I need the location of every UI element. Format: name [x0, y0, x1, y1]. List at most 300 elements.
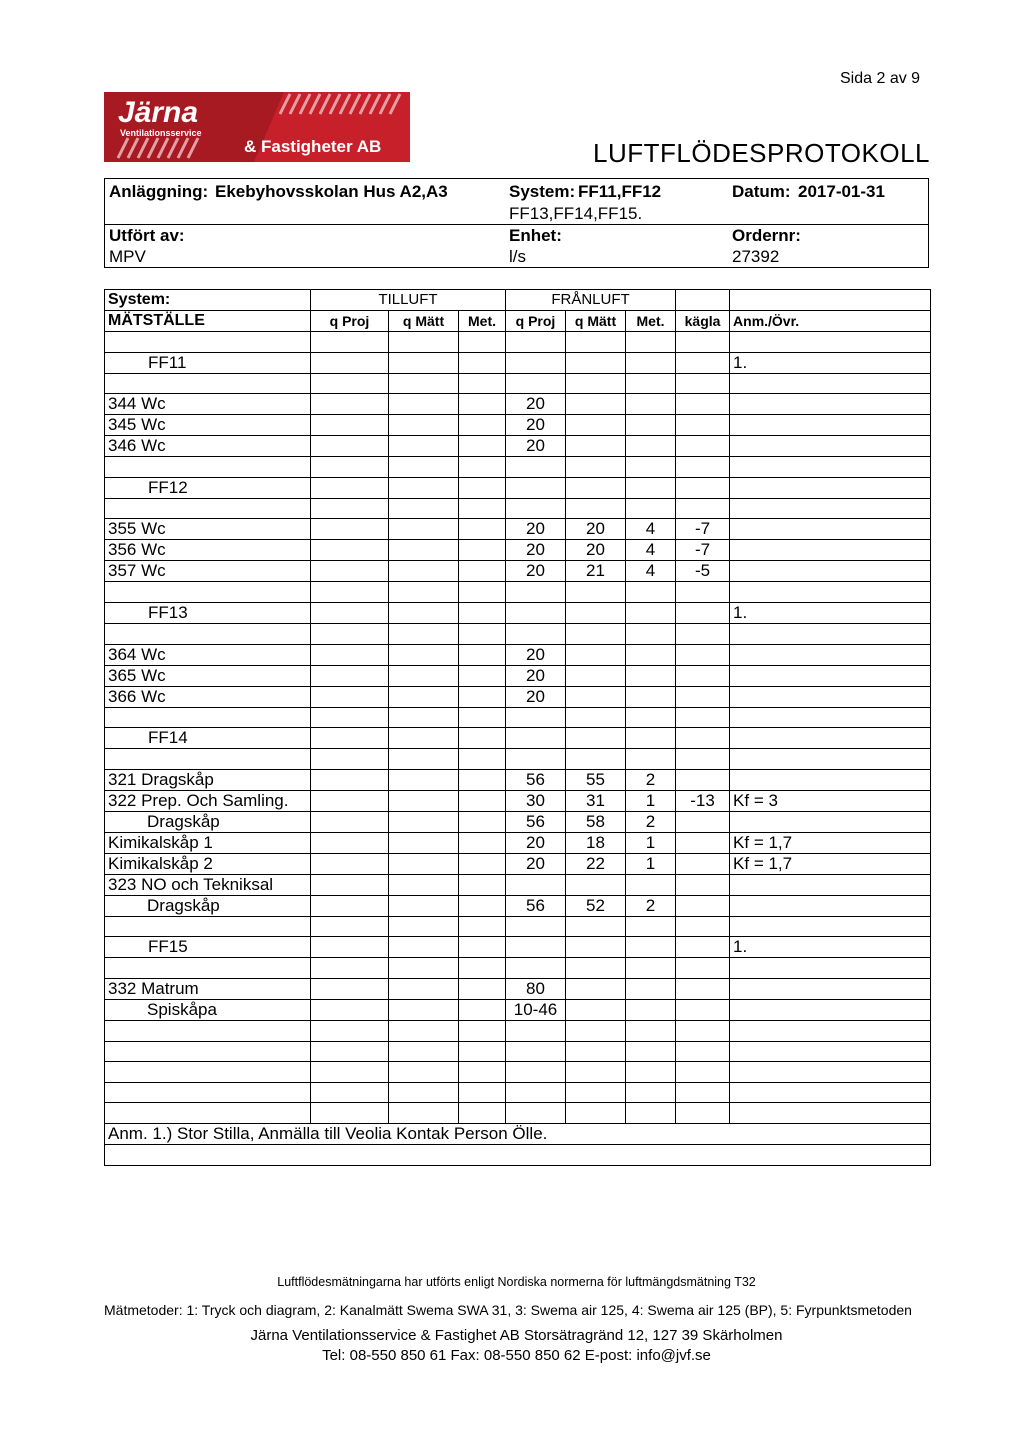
- table-row: [105, 999, 931, 1020]
- table-cell: [626, 665, 676, 686]
- tilluft-header: TILLUFT: [311, 290, 506, 311]
- table-row: [105, 602, 931, 623]
- table-cell: [730, 978, 931, 999]
- table-cell: [566, 978, 626, 999]
- table-cell: [730, 707, 931, 728]
- table-cell: 2: [626, 769, 676, 790]
- table-cell: [311, 1103, 389, 1124]
- table-cell: [626, 623, 676, 644]
- table-group-header-row: [105, 290, 931, 311]
- table-cell: [311, 916, 389, 937]
- datum-value: 2017-01-31: [798, 182, 885, 201]
- table-row: [105, 352, 931, 373]
- table-cell: [676, 436, 730, 457]
- table-cell: [566, 1020, 626, 1041]
- table-cell: [566, 874, 626, 895]
- table-cell: 20: [506, 665, 566, 686]
- measuring-point-cell: [105, 1062, 311, 1083]
- table-row: [105, 457, 931, 478]
- table-cell: [459, 352, 506, 373]
- column-header: q Mätt: [566, 311, 626, 332]
- table-cell: [459, 916, 506, 937]
- table-cell: [566, 457, 626, 478]
- table-row: [105, 1062, 931, 1083]
- enhet-value: l/s: [509, 247, 526, 266]
- table-cell: [566, 916, 626, 937]
- table-cell: [730, 1041, 931, 1062]
- table-cell: [389, 519, 459, 540]
- table-cell: [730, 582, 931, 603]
- table-cell: [389, 749, 459, 770]
- table-cell: [389, 769, 459, 790]
- measuring-point-cell: 357 Wc: [105, 561, 311, 582]
- table-cell: [676, 1082, 730, 1103]
- table-cell: [311, 415, 389, 436]
- table-cell: [506, 1062, 566, 1083]
- table-cell: 1: [626, 790, 676, 811]
- table-cell: [506, 498, 566, 519]
- measuring-point-cell: [105, 1082, 311, 1103]
- table-cell: [676, 498, 730, 519]
- table-cell: [506, 582, 566, 603]
- measuring-point-cell: FF13: [105, 602, 311, 623]
- table-cell: [676, 999, 730, 1020]
- table-cell: [566, 436, 626, 457]
- table-cell: [389, 498, 459, 519]
- table-cell: [626, 602, 676, 623]
- table-row: [105, 937, 931, 958]
- table-cell: [459, 811, 506, 832]
- table-row: [105, 686, 931, 707]
- table-cell: [676, 477, 730, 498]
- table-cell: [566, 582, 626, 603]
- measuring-point-cell: FF14: [105, 728, 311, 749]
- table-cell: Kf = 3: [730, 790, 931, 811]
- table-cell: [506, 623, 566, 644]
- ordernr-value: 27392: [732, 247, 780, 266]
- table-cell: [730, 769, 931, 790]
- table-cell: [389, 415, 459, 436]
- table-cell: [389, 1103, 459, 1124]
- table-cell: [626, 1103, 676, 1124]
- table-cell: 2: [626, 895, 676, 916]
- measuring-point-cell: 322 Prep. Och Samling.: [105, 790, 311, 811]
- table-cell: [676, 811, 730, 832]
- table-cell: [311, 686, 389, 707]
- table-row: [105, 436, 931, 457]
- measuring-point-cell: FF12: [105, 477, 311, 498]
- table-cell: [506, 457, 566, 478]
- table-cell: [676, 415, 730, 436]
- table-cell: [389, 665, 459, 686]
- table-row: [105, 644, 931, 665]
- table-row: [105, 561, 931, 582]
- anlaggning-value: Ekebyhovsskolan Hus A2,A3: [215, 182, 448, 201]
- table-row: [105, 582, 931, 603]
- table-cell: [730, 540, 931, 561]
- table-cell: [459, 832, 506, 853]
- table-cell: [676, 457, 730, 478]
- measuring-point-cell: [105, 332, 311, 353]
- company-logo: [104, 92, 410, 162]
- table-cell: 1: [626, 853, 676, 874]
- table-cell: [459, 1062, 506, 1083]
- table-cell: [311, 978, 389, 999]
- table-row: [105, 832, 931, 853]
- column-header: kägla: [676, 311, 730, 332]
- table-cell: 1.: [730, 937, 931, 958]
- table-cell: [459, 769, 506, 790]
- table-cell: [506, 1020, 566, 1041]
- measuring-point-cell: 365 Wc: [105, 665, 311, 686]
- table-cell: 56: [506, 895, 566, 916]
- header-divider: [105, 224, 928, 225]
- table-cell: [730, 1082, 931, 1103]
- measuring-point-cell: 364 Wc: [105, 644, 311, 665]
- table-cell: [389, 811, 459, 832]
- logo-graphic: [104, 92, 410, 162]
- table-row: [105, 1020, 931, 1041]
- utfort-value: MPV: [109, 247, 146, 266]
- table-cell: [730, 498, 931, 519]
- footer-address: Järna Ventilationsservice & Fastighet AB Storsätragränd 12, 127 39 Skärholmen: [250, 1327, 783, 1344]
- table-cell: [459, 686, 506, 707]
- table-cell: [459, 394, 506, 415]
- measuring-point-cell: Kimikalskåp 1: [105, 832, 311, 853]
- table-cell: [311, 644, 389, 665]
- table-cell: 20: [506, 540, 566, 561]
- table-cell: [389, 561, 459, 582]
- table-cell: [389, 937, 459, 958]
- table-cell: 1.: [730, 602, 931, 623]
- table-cell: [389, 352, 459, 373]
- measuring-point-cell: [105, 498, 311, 519]
- footer-standard-note: Luftflödesmätningarna har utförts enligt Nordiska normerna för luftmängdsmätning T32: [277, 1275, 756, 1289]
- table-cell: [730, 373, 931, 394]
- logo-name: Järna: [118, 96, 199, 129]
- table-cell: [506, 1041, 566, 1062]
- table-cell: [389, 874, 459, 895]
- table-cell: [459, 602, 506, 623]
- table-cell: [389, 832, 459, 853]
- franluft-header: FRÅNLUFT: [506, 290, 676, 311]
- table-cell: [566, 1103, 626, 1124]
- measuring-point-cell: 332 Matrum: [105, 978, 311, 999]
- anlaggning-label: Anläggning:: [109, 182, 209, 201]
- table-row: [105, 707, 931, 728]
- table-cell: [459, 749, 506, 770]
- table-cell: [626, 332, 676, 353]
- table-cell: [311, 1062, 389, 1083]
- table-cell: [676, 978, 730, 999]
- table-cell: [389, 1082, 459, 1103]
- column-header: q Proj: [506, 311, 566, 332]
- table-cell: 20: [506, 561, 566, 582]
- table-cell: [730, 895, 931, 916]
- table-cell: [626, 352, 676, 373]
- table-cell: [459, 707, 506, 728]
- table-cell: [459, 582, 506, 603]
- table-row: [105, 811, 931, 832]
- table-cell: [676, 937, 730, 958]
- table-cell: 2: [626, 811, 676, 832]
- table-row: [105, 749, 931, 770]
- table-row: [105, 1144, 931, 1165]
- table-cell: [676, 373, 730, 394]
- table-cell: [566, 602, 626, 623]
- table-cell: [676, 895, 730, 916]
- table-cell: [730, 665, 931, 686]
- table-cell: [459, 561, 506, 582]
- table-cell: [506, 373, 566, 394]
- table-cell: 56: [506, 811, 566, 832]
- table-cell: [389, 999, 459, 1020]
- column-header: Met.: [459, 311, 506, 332]
- measuring-point-cell: [105, 457, 311, 478]
- table-cell: [311, 811, 389, 832]
- measuring-point-cell: [105, 707, 311, 728]
- table-cell: 58: [566, 811, 626, 832]
- table-cell: [389, 1020, 459, 1041]
- table-cell: [676, 602, 730, 623]
- table-cell: -7: [676, 540, 730, 561]
- table-cell: [566, 728, 626, 749]
- table-cell: [311, 999, 389, 1020]
- table-row: [105, 665, 931, 686]
- table-cell: [566, 937, 626, 958]
- table-cell: 4: [626, 561, 676, 582]
- table-cell: 20: [506, 415, 566, 436]
- table-cell: [311, 602, 389, 623]
- measuring-point-cell: [105, 1041, 311, 1062]
- measuring-point-cell: 344 Wc: [105, 394, 311, 415]
- table-cell: [311, 498, 389, 519]
- system-value-1: FF11,FF12: [578, 182, 662, 201]
- table-cell: [389, 978, 459, 999]
- table-cell: [626, 1041, 676, 1062]
- table-cell: [459, 978, 506, 999]
- measuring-point-cell: FF11: [105, 352, 311, 373]
- table-cell: [389, 1041, 459, 1062]
- table-cell: [566, 623, 626, 644]
- table-cell: [566, 498, 626, 519]
- table-cell: [459, 874, 506, 895]
- table-cell: [506, 477, 566, 498]
- table-cell: 55: [566, 769, 626, 790]
- table-cell: -13: [676, 790, 730, 811]
- table-cell: [730, 958, 931, 979]
- table-row: [105, 373, 931, 394]
- table-cell: [389, 582, 459, 603]
- table-body: [105, 332, 931, 1124]
- measuring-point-cell: [105, 749, 311, 770]
- measuring-point-cell: Spiskåpa: [105, 999, 311, 1020]
- table-cell: [311, 937, 389, 958]
- table-cell: [389, 394, 459, 415]
- table-cell: [389, 853, 459, 874]
- column-header: Anm./Övr.: [730, 311, 931, 332]
- table-cell: [730, 999, 931, 1020]
- table-cell: [626, 457, 676, 478]
- table-cell: [566, 394, 626, 415]
- table-cell: [566, 665, 626, 686]
- table-cell: 20: [566, 519, 626, 540]
- datum-label: Datum:: [732, 182, 791, 201]
- table-cell: 20: [506, 436, 566, 457]
- table-cell: [626, 477, 676, 498]
- table-cell: [311, 749, 389, 770]
- table-cell: [676, 916, 730, 937]
- table-cell: [566, 958, 626, 979]
- table-cell: [676, 749, 730, 770]
- table-cell: [389, 436, 459, 457]
- table-cell: [389, 457, 459, 478]
- table-row: [105, 1041, 931, 1062]
- table-cell: [459, 373, 506, 394]
- table-cell: [506, 602, 566, 623]
- column-header: Met.: [626, 311, 676, 332]
- table-cell: [311, 457, 389, 478]
- table-cell: [730, 436, 931, 457]
- ordernr-label: Ordernr:: [732, 226, 801, 245]
- page-indicator: Sida 2 av 9: [840, 70, 921, 87]
- table-row: [105, 853, 931, 874]
- table-cell: [459, 623, 506, 644]
- table-cell: [626, 373, 676, 394]
- table-cell: [311, 895, 389, 916]
- utfort-label: Utfört av:: [109, 226, 185, 245]
- table-cell: [676, 832, 730, 853]
- table-row: [105, 874, 931, 895]
- footer-contact: Tel: 08-550 850 61 Fax: 08-550 850 62 E-post: info@jvf.se: [322, 1347, 711, 1364]
- measuring-point-cell: [105, 916, 311, 937]
- table-cell: [566, 749, 626, 770]
- table-cell: 20: [506, 853, 566, 874]
- table-row: [105, 1103, 931, 1124]
- table-cell: [389, 477, 459, 498]
- table-cell: [506, 958, 566, 979]
- table-row: [105, 790, 931, 811]
- table-row: [105, 978, 931, 999]
- table-cell: [459, 644, 506, 665]
- table-cell: [566, 1041, 626, 1062]
- table-cell: [626, 436, 676, 457]
- table-row: [105, 916, 931, 937]
- table-cell: [459, 540, 506, 561]
- table-cell: [676, 874, 730, 895]
- table-row: [105, 498, 931, 519]
- table-cell: [459, 665, 506, 686]
- table-cell: 1: [626, 832, 676, 853]
- table-cell: 22: [566, 853, 626, 874]
- table-cell: [626, 1062, 676, 1083]
- column-header: MÄTSTÄLLE: [105, 311, 311, 332]
- table-row: [105, 623, 931, 644]
- table-cell: 52: [566, 895, 626, 916]
- table-cell: [676, 665, 730, 686]
- table-cell: [566, 644, 626, 665]
- note-row: [105, 1123, 931, 1144]
- table-cell: [459, 790, 506, 811]
- table-cell: [626, 707, 676, 728]
- table-cell: [626, 916, 676, 937]
- table-cell: [389, 916, 459, 937]
- table-cell: [566, 332, 626, 353]
- table-cell: [730, 477, 931, 498]
- measuring-point-cell: 356 Wc: [105, 540, 311, 561]
- table-cell: [566, 707, 626, 728]
- table-cell: [459, 1041, 506, 1062]
- table-cell: [730, 394, 931, 415]
- logo-company: & Fastigheter AB: [244, 137, 382, 156]
- table-cell: [311, 352, 389, 373]
- system-label: System:: [509, 182, 576, 201]
- table-cell: [506, 352, 566, 373]
- table-cell: [311, 477, 389, 498]
- table-cell: [566, 686, 626, 707]
- table-cell: [311, 728, 389, 749]
- table-cell: [730, 686, 931, 707]
- table-cell: [506, 937, 566, 958]
- measuring-point-cell: 321 Dragskåp: [105, 769, 311, 790]
- measuring-point-cell: Kimikalskåp 2: [105, 853, 311, 874]
- protocol-header: [104, 178, 929, 268]
- logo-subtitle: Ventilationsservice: [120, 128, 202, 138]
- measuring-point-cell: Dragskåp: [105, 895, 311, 916]
- table-cell: [676, 1103, 730, 1124]
- table-row: [105, 415, 931, 436]
- table-row: [105, 332, 931, 353]
- system-value-2: FF13,FF14,FF15.: [509, 204, 643, 223]
- table-cell: [676, 352, 730, 373]
- table-cell: [311, 1020, 389, 1041]
- table-cell: [566, 352, 626, 373]
- table-cell: [730, 519, 931, 540]
- measuring-point-cell: 366 Wc: [105, 686, 311, 707]
- table-cell: [459, 457, 506, 478]
- table-cell: [459, 1020, 506, 1041]
- measuring-point-cell: [105, 1103, 311, 1124]
- table-cell: [459, 1082, 506, 1103]
- table-cell: [626, 749, 676, 770]
- table-cell: [389, 790, 459, 811]
- table-cell: [566, 999, 626, 1020]
- table-row: [105, 958, 931, 979]
- table-cell: [730, 874, 931, 895]
- table-row: [105, 477, 931, 498]
- table-cell: [311, 707, 389, 728]
- table-cell: [459, 728, 506, 749]
- table-cell: [506, 332, 566, 353]
- table-cell: [566, 1062, 626, 1083]
- table-row: [105, 895, 931, 916]
- table-cell: [459, 853, 506, 874]
- table-cell: [459, 999, 506, 1020]
- table-cell: [730, 457, 931, 478]
- table-cell: [626, 978, 676, 999]
- table-cell: [676, 853, 730, 874]
- table-cell: [730, 1103, 931, 1124]
- table-cell: [506, 874, 566, 895]
- table-cell: [389, 644, 459, 665]
- measuring-point-cell: [105, 582, 311, 603]
- table-row: [105, 769, 931, 790]
- table-cell: 80: [506, 978, 566, 999]
- column-header: q Proj: [311, 311, 389, 332]
- table-cell: [626, 999, 676, 1020]
- table-cell: 20: [506, 832, 566, 853]
- table-cell: 20: [506, 644, 566, 665]
